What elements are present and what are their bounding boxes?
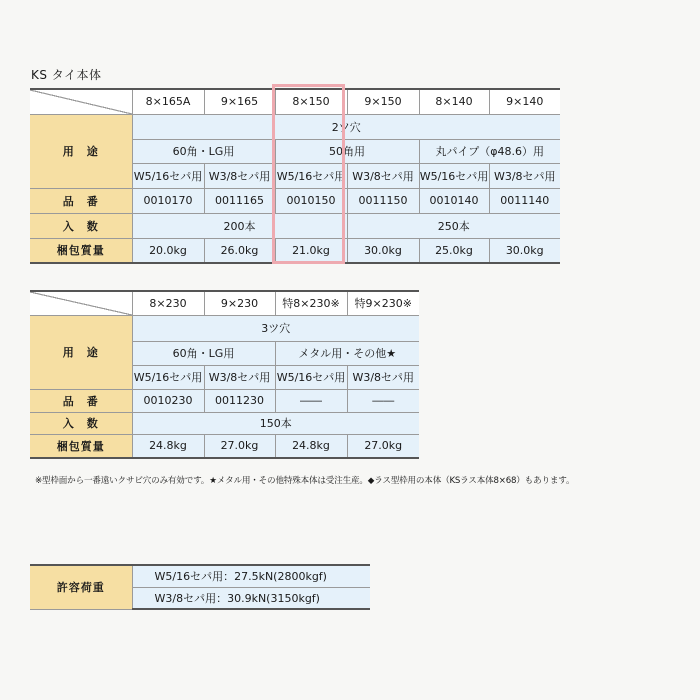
part-number: 0010140 — [419, 188, 489, 213]
quantity-label: 入 数 — [30, 213, 132, 238]
usage-label: 用 途 — [30, 315, 132, 389]
weight-value: 24.8kg — [275, 434, 347, 458]
model-header: 特8×230※ — [275, 291, 347, 315]
model-header: 9×230 — [204, 291, 275, 315]
model-header: 8×165A — [132, 89, 204, 114]
spec-table-2-hole — [30, 88, 560, 264]
usage-group: メタル用・その他★ — [275, 341, 419, 365]
quantity-value: 250本 — [347, 213, 560, 238]
hole-type: 3ツ穴 — [132, 315, 419, 341]
bolt-type: W5/16セパ用 — [132, 365, 204, 389]
bolt-type: W5/16セパ用 — [275, 163, 347, 188]
allowable-load-label: 許容荷重 — [30, 565, 132, 609]
allowable-load-table — [30, 564, 370, 610]
bolt-type: W5/16セパ用 — [275, 365, 347, 389]
weight-label: 梱包質量 — [30, 238, 132, 263]
weight-value: 30.0kg — [347, 238, 419, 263]
part-number: 0010150 — [275, 188, 347, 213]
model-header: 特9×230※ — [347, 291, 419, 315]
part-number: ―― — [347, 389, 419, 412]
quantity-value: 200本 — [132, 213, 347, 238]
weight-value: 30.0kg — [489, 238, 560, 263]
weight-value: 25.0kg — [419, 238, 489, 263]
corner-cell — [30, 89, 132, 114]
weight-value: 24.8kg — [132, 434, 204, 458]
usage-group: 60角・LG用 — [132, 341, 275, 365]
usage-group: 60角・LG用 — [132, 139, 275, 163]
weight-value: 27.0kg — [347, 434, 419, 458]
model-header: 8×140 — [419, 89, 489, 114]
part-number: 0010230 — [132, 389, 204, 412]
usage-group: 丸パイプ（φ48.6）用 — [419, 139, 560, 163]
model-header: 8×150 — [275, 89, 347, 114]
part-no-label: 品 番 — [30, 188, 132, 213]
bolt-type: W3/8セパ用 — [347, 163, 419, 188]
bolt-type: W5/16セパ用 — [419, 163, 489, 188]
usage-group: 50角用 — [275, 139, 419, 163]
part-number: ―― — [275, 389, 347, 412]
part-number: 0011230 — [204, 389, 275, 412]
part-number: 0011150 — [347, 188, 419, 213]
bolt-type: W5/16セパ用 — [132, 163, 204, 188]
footnote: ※型枠面から一番遠いクサビ穴のみ有効です。★メタル用・その他特殊本体は受注生産。◆ラス型枠用の本体（KSラス本体8×68）もあります。 — [35, 476, 575, 486]
model-header: 9×165 — [204, 89, 275, 114]
bolt-type: W3/8セパ用 — [204, 365, 275, 389]
weight-value: 27.0kg — [204, 434, 275, 458]
part-number: 0011140 — [489, 188, 560, 213]
part-no-label: 品 番 — [30, 389, 132, 412]
allowable-load-value: W5/16セパ用：27.5kN(2800kgf) — [132, 565, 370, 587]
section-title: KS タイ本体 — [31, 68, 102, 82]
model-header: 9×150 — [347, 89, 419, 114]
weight-value: 20.0kg — [132, 238, 204, 263]
quantity-label: 入 数 — [30, 412, 132, 434]
allowable-load-value: W3/8セパ用：30.9kN(3150kgf) — [132, 587, 370, 609]
weight-label: 梱包質量 — [30, 434, 132, 458]
model-header: 9×140 — [489, 89, 560, 114]
weight-value: 26.0kg — [204, 238, 275, 263]
bolt-type: W3/8セパ用 — [347, 365, 419, 389]
usage-label: 用 途 — [30, 114, 132, 188]
spec-table-3-hole — [30, 290, 419, 459]
weight-value: 21.0kg — [275, 238, 347, 263]
quantity-value: 150本 — [132, 412, 419, 434]
part-number: 0011165 — [204, 188, 275, 213]
corner-cell — [30, 291, 132, 315]
model-header: 8×230 — [132, 291, 204, 315]
bolt-type: W3/8セパ用 — [204, 163, 275, 188]
hole-type: 2ツ穴 — [132, 114, 560, 139]
bolt-type: W3/8セパ用 — [489, 163, 560, 188]
part-number: 0010170 — [132, 188, 204, 213]
